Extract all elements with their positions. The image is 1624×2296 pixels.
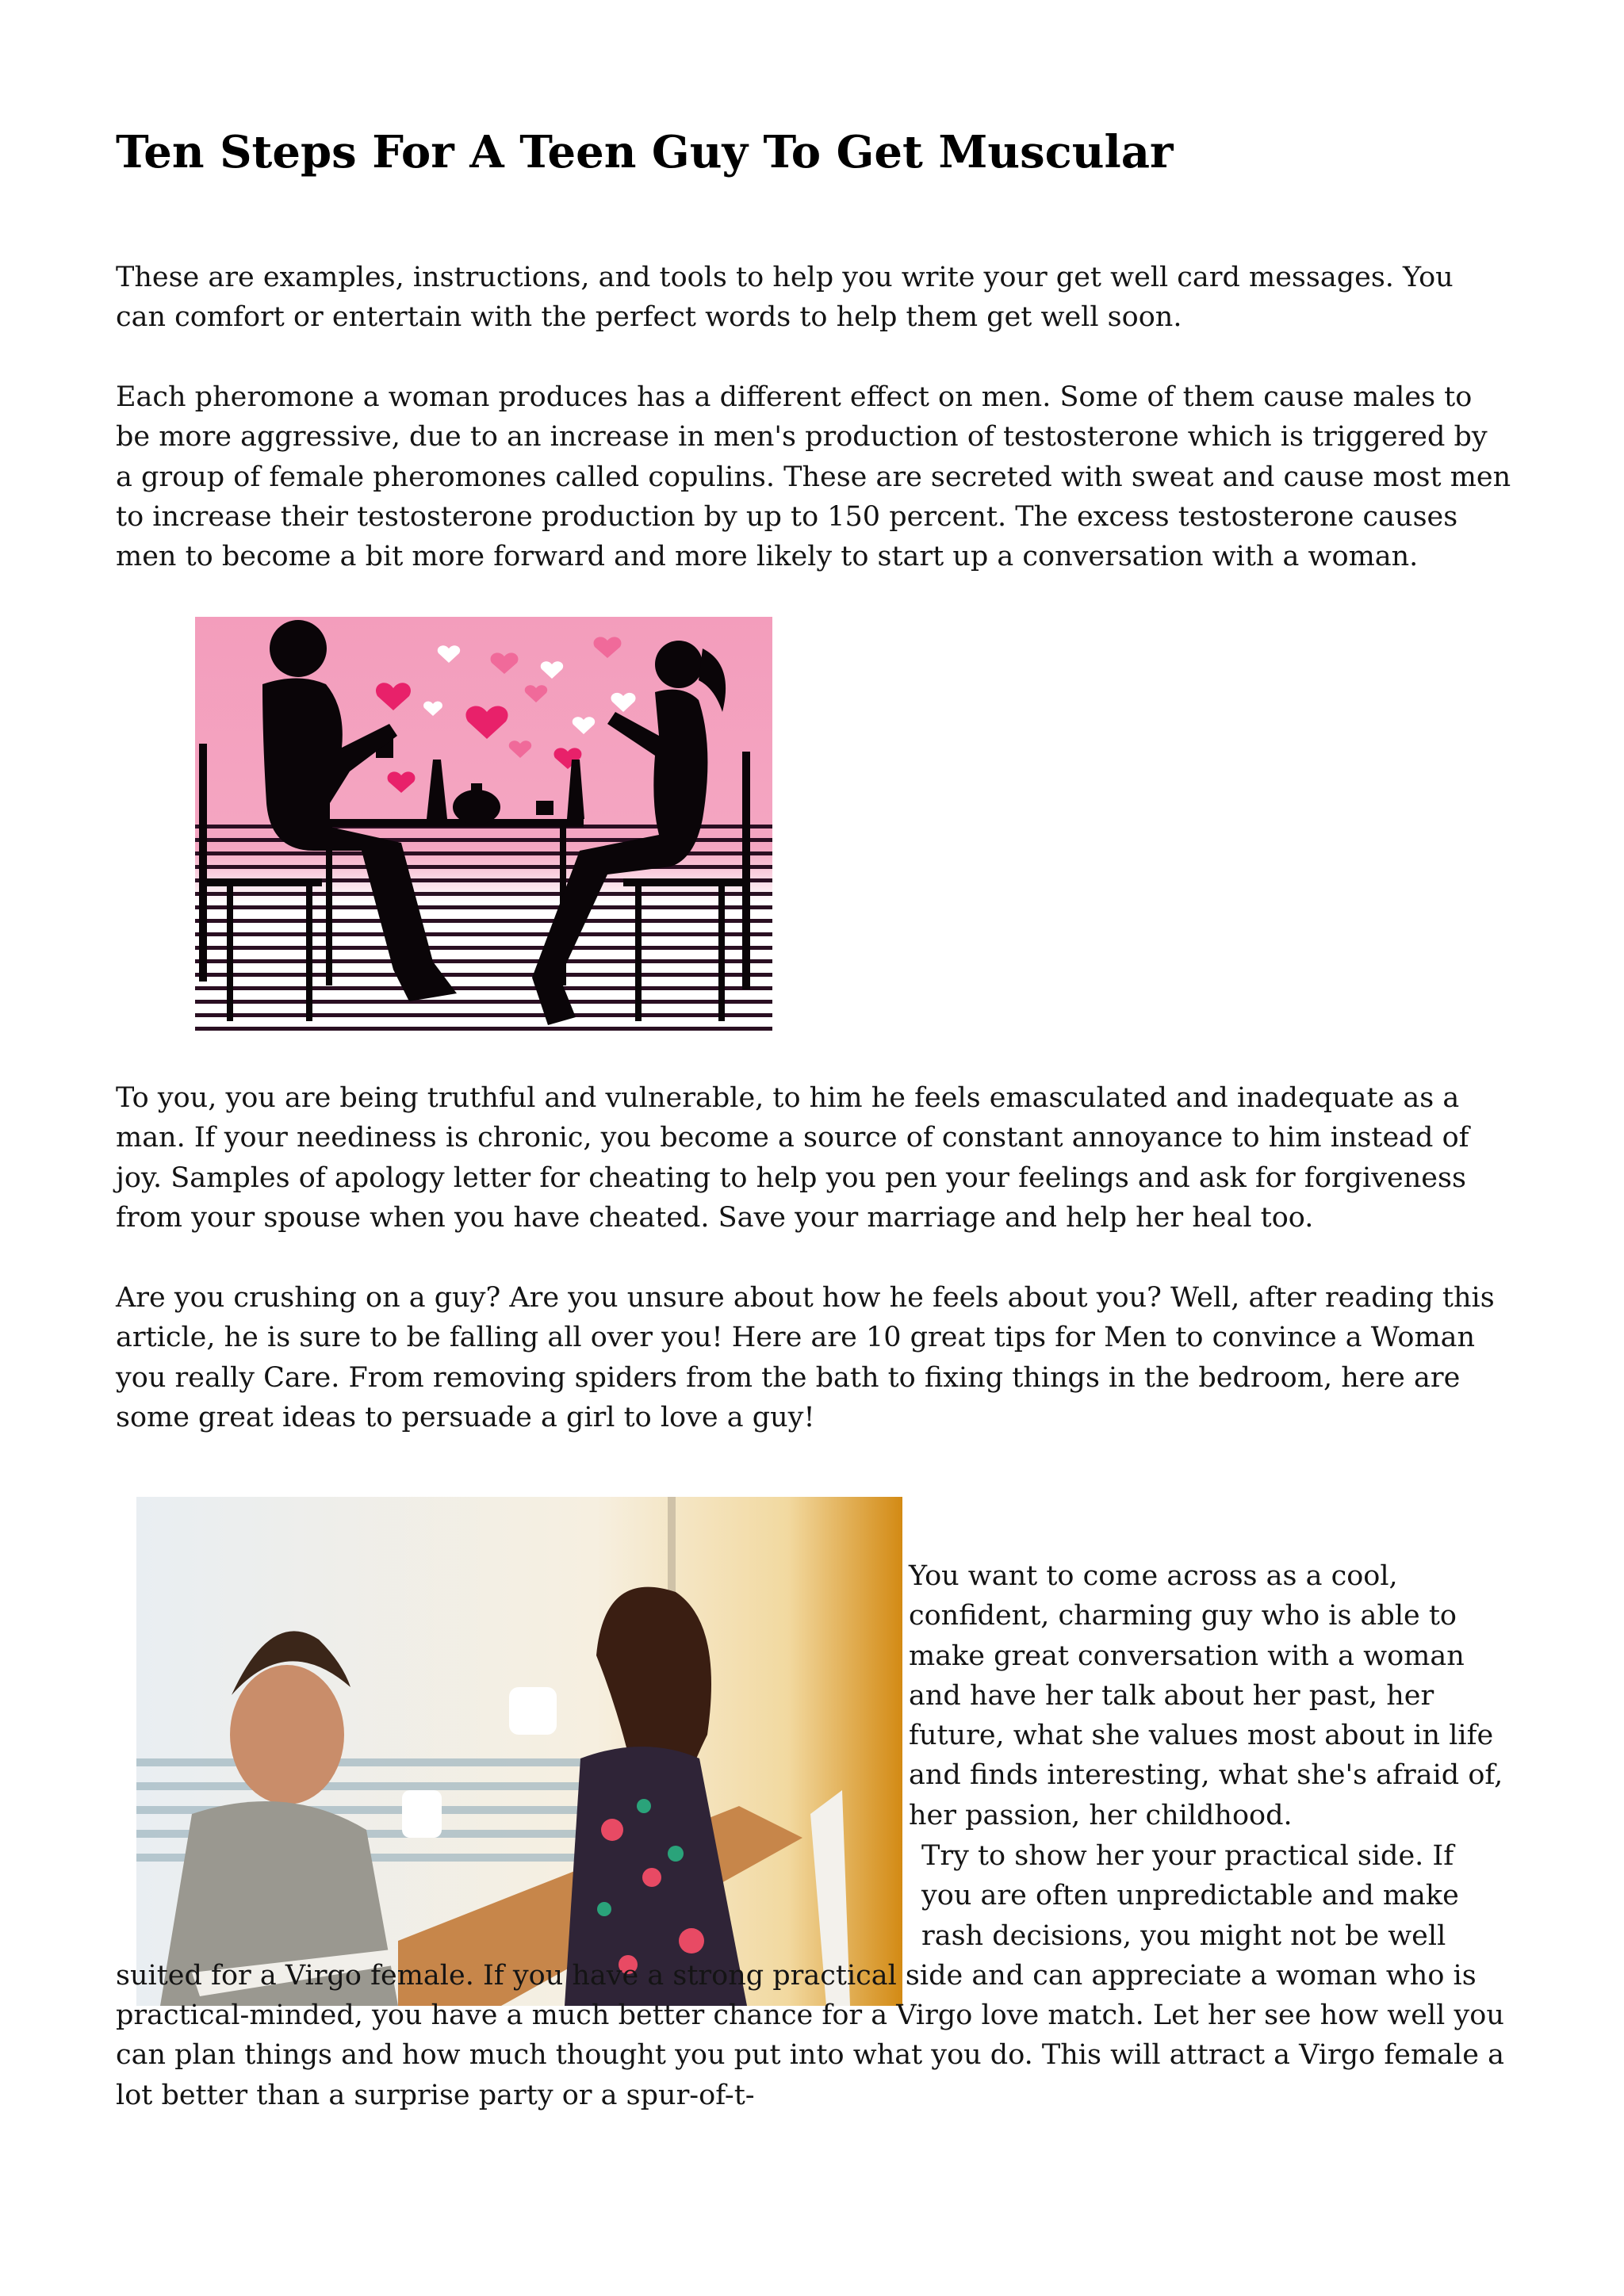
paragraph-4: Are you crushing on a guy? Are you unsure about how he feels about you? Well, after reading this article, he is sure to be falling all over you! Here are 10 great tips for Men to convince a Woman you really Care. From removing spiders from the bath to fixing things in the bedroom, here are some great ideas to persuade a girl to love a guy! [116,1282,1495,1433]
paragraph-1: These are examples, instructions, and tools to help you write your get well card messages. You can comfort or entertain with the perfect words to help them get well soon. [116,262,1454,334]
paragraph-5: You want to come across as a cool, confident, charming guy who is able to make great conversation with a woman and have her talk about her past, her future, what she values most about in life and finds interesting, what she's afraid of, her passion, her childhood. [909,1560,1503,1831]
paragraph-6-text: Try to show her your practical side. If you are often unpredictable and make rash decisions, you might not be well suited for a Virgo female. If you have a strong practical side and can appreciate a woman who is practical-minded, you have a much better chance for a Virgo love match. Let her see how well you can plan things and how much thought you put into what you do. This will attract a Virgo female a lot better than a surprise party or a spur-of-t- [116,1840,1504,2111]
paragraph-2: Each pheromone a woman produces has a different effect on men. Some of them cause males to be more aggressive, due to an increase in men's production of testosterone which is triggered by a group of female pheromones called copulins. These are secreted with sweat and cause most men to increase their testosterone production by up to 150 percent. The excess testosterone causes men to become a bit more forward and more likely to start up a conversation with a woman. [116,381,1511,573]
paragraph-6 [116,1836,1511,2115]
page-title: Ten Steps For A Teen Guy To Get Muscular [116,126,1174,178]
couple-silhouette-illustration [195,617,772,1038]
photo-float-spacer-2 [116,1836,921,1955]
paragraph-3: To you, you are being truthful and vulnerable, to him he feels emasculated and inadequate as a man. If your neediness is chronic, you become a source of constant annoyance to him instead of joy. Samples of apology letter for cheating to help you pen your feelings and ask for forgiveness from your spouse when you have cheated. Save your marriage and help her heal too. [116,1082,1469,1234]
